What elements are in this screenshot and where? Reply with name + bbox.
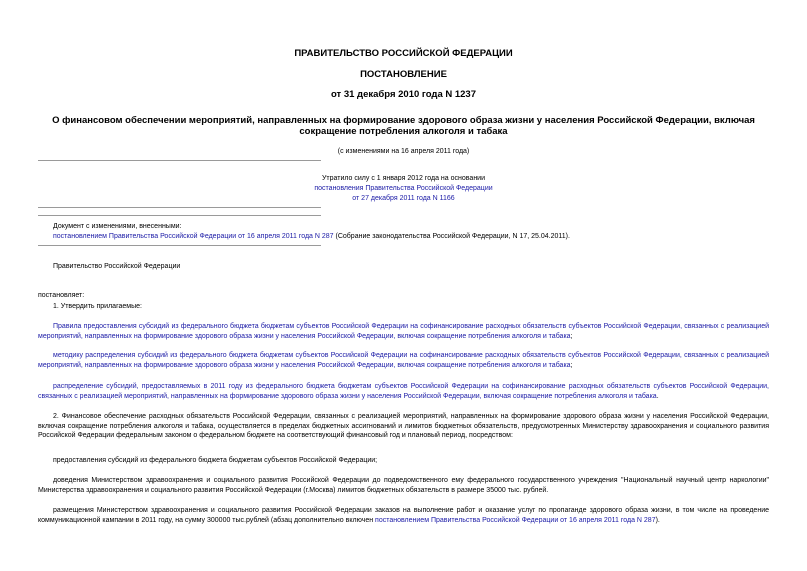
method-paragraph: методику распределения субсидий из федерального бюджета бюджетам субъектов Российской Федерации на софинансирование расходных обязательств субъектов Российской Федерации, связанных с реализацией мероприятий, направленных на формирование здорового образа жизни у населения Российской Федерации, включая сокращение потребления алкоголя и табака;: [38, 352, 769, 369]
distribution-link[interactable]: распределение субсидий, предоставляемых в 2011 году из федерального бюджета бюджетам субъектов Российской Федерации на софинансирование расходных обязательств субъектов Российской Федерации, связанных с реализацией мероприятий, направленных на формирование здорового образа жизни у населения Российской Федерации, включая сокращение потребления алкоголя и табака: [38, 383, 769, 400]
rules-paragraph: Правила предоставления субсидий из федерального бюджета бюджетам субъектов Российской Федерации на софинансирование расходных обязательств субъектов Российской Федерации, связанных с реализацией мероприятий, направленных на формирование здорового образа жизни у населения Российской Федерации, включая сокращение потребления алкоголя и табака;: [38, 323, 769, 340]
bringing-paragraph: доведения Министерством здравоохранения и социального развития Российской Федерации до подведомственного ему федерального государственного учреждения "Национальный научный центр наркологии" Министерства здравоохранения и социального развития Российской Федерации (г.Москва) лимитов бюджетных обязательств в размере 35000 тыс. рублей.: [38, 477, 769, 494]
changes-link[interactable]: постановлением Правительства Российской Федерации от 16 апреля 2011 года N 287: [53, 233, 334, 240]
subsidies-paragraph: предоставления субсидий из федерального бюджета бюджетам субъектов Российской Федерации;: [53, 457, 378, 464]
expired-link-1[interactable]: постановления Правительства Российской Федерации: [314, 185, 493, 192]
expired-link-2[interactable]: от 27 декабря 2011 года N 1166: [352, 195, 455, 202]
changes-label: Документ с изменениями, внесенными:: [53, 223, 182, 230]
amendments-note: (с изменениями на 16 апреля 2011 года): [337, 148, 470, 155]
distribution-paragraph: распределение субсидий, предоставляемых в 2011 году из федерального бюджета бюджетам субъектов Российской Федерации на софинансирование расходных обязательств субъектов Российской Федерации, связанных с реализацией мероприятий, направленных на формирование здорового образа жизни у населения Российской Федерации, включая сокращение потребления алкоголя и табака.: [38, 383, 769, 400]
item-1: 1. Утвердить прилагаемые:: [53, 303, 142, 310]
divider: [38, 245, 321, 246]
document-type: ПОСТАНОВЛЕНИЕ: [360, 69, 447, 80]
item-2-paragraph: 2. Финансовое обеспечение расходных обязательств Российской Федерации, связанных с реализацией мероприятий, направленных на формирование здорового образа жизни у населения Российской Федерации, включая сокращение потребления алкоголя и табака, осуществляется в пределах бюджетных ассигнований и лимитов бюджетных обязательств, предусмотренных Министерству здравоохранения и социального развития Российской Федерации федеральным законом о федеральном бюджете на соответствующий финансовый год и плановый период, посредством:: [38, 413, 769, 440]
divider: [38, 215, 321, 216]
divider: [38, 207, 321, 208]
rules-link[interactable]: Правила предоставления субсидий из федерального бюджета бюджетам субъектов Российской Федерации на софинансирование расходных обязательств субъектов Российской Федерации, связанных с реализацией мероприятий, направленных на формирование здорового образа жизни у населения Российской Федерации, включая сокращение потребления алкоголя и табака: [38, 323, 769, 340]
placement-link[interactable]: постановлением Правительства Российской Федерации от 16 апреля 2011 года N 287: [375, 516, 656, 524]
government-text: Правительство Российской Федерации: [53, 263, 181, 270]
method-link[interactable]: методику распределения субсидий из федерального бюджета бюджетам субъектов Российской Федерации на софинансирование расходных обязательств субъектов Российской Федерации, связанных с реализацией мероприятий, направленных на формирование здорового образа жизни у населения Российской Федерации, включая сокращение потребления алкоголя и табака: [38, 352, 769, 369]
decides-text: постановляет:: [38, 292, 85, 299]
expired-note: Утратило силу с 1 января 2012 года на основании: [321, 175, 486, 182]
government-heading: ПРАВИТЕЛЬСТВО РОССИЙСКОЙ ФЕДЕРАЦИИ: [294, 48, 513, 59]
changes-line: [53, 232, 570, 242]
document-title: О финансовом обеспечении мероприятий, направленных на формирование здорового образа жизни у населения Российской Федерации, включая сокращение потребления алкоголя и табака: [52, 115, 755, 137]
placement-paragraph: размещения Министерством здравоохранения и социального развития Российской Федерации заказов на выполнение работ и оказание услуг по пропаганде здорового образа жизни, в том числе на проведение коммуникационной кампании в 2011 году, на сумму 300000 тыс.рублей (абзац дополнительно включен постановлением Правительства Российской Федерации от 16 апреля 2011 года N 287).: [38, 507, 769, 524]
changes-source: (Собрание законодательства Российской Федерации, N 17, 25.04.2011).: [333, 233, 570, 240]
document-date-number: от 31 декабря 2010 года N 1237: [330, 89, 476, 100]
divider: [38, 160, 321, 161]
